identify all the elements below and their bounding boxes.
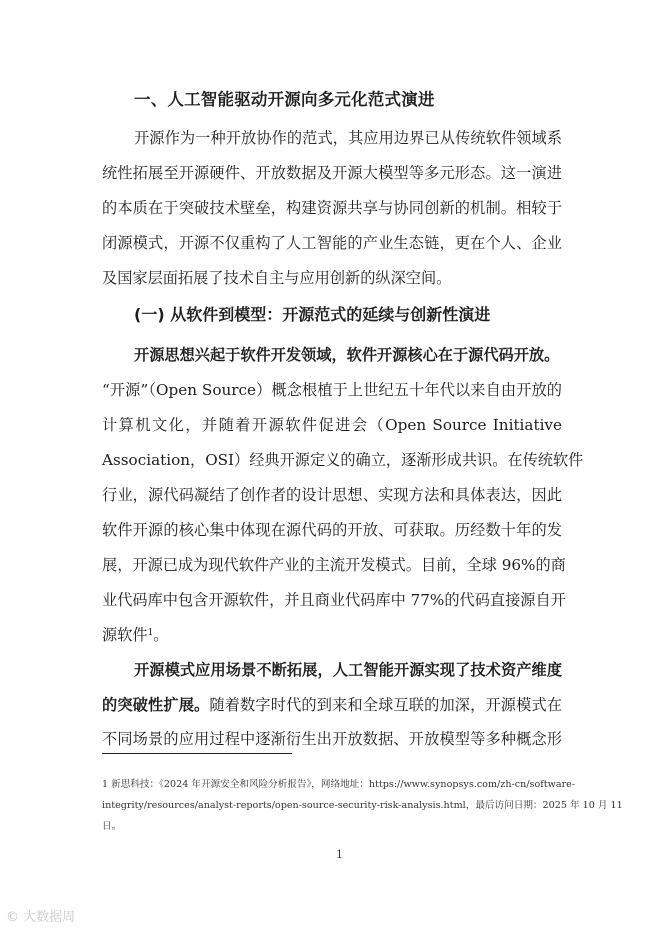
paragraph-line: “开源”（Open Source）概念根植于上世纪五十年代以来自由开放的	[102, 381, 562, 399]
paragraph-line: 及国家层面拓展了技术自主与应用创新的纵深空间。	[102, 269, 452, 287]
paragraph-line: 展，开源已成为现代软件产业的主流开发模式。目前，全球 96%的商	[102, 556, 566, 574]
paragraph-line: 行业，源代码凝结了创作者的设计思想、实现方法和具体表达，因此	[102, 486, 562, 504]
bold-text: 的突破性扩展。	[102, 696, 210, 714]
paragraph-line: 源软件$^1$。	[102, 626, 169, 644]
watermark: © 大数据周	[6, 910, 76, 925]
paragraph-line: 的本质在于突破技术壁垒，构建资源共享与协同创新的机制。相较于	[102, 199, 562, 217]
paragraph-line: 统性拓展至开源硬件、开放数据及开源大模型等多元形态。这一演进	[102, 164, 562, 182]
paragraph-line: 软件开源的核心集中体现在源代码的开放、可获取。历经数十年的发	[102, 521, 562, 539]
section-heading: 一、人工智能驱动开源向多元化范式演进	[134, 90, 435, 109]
paragraph-line: 业代码库中包含开源软件，并且商业代码库中 77%的代码直接源自开	[102, 591, 566, 609]
paragraph-line: 闭源模式，开源不仅重构了人工智能的产业生态链，更在个人、企业	[102, 234, 562, 252]
footnote-divider	[102, 753, 292, 754]
footnote-line: integrity/resources/analyst-reports/open-source-security-risk-analysis.html，最后访问日期：2025 年 10 月 11	[102, 800, 623, 811]
paragraph-lead-bold: 开源思想兴起于软件开发领域，软件开源核心在于源代码开放。	[134, 346, 560, 364]
footnote-line: 1 新思科技：《2024 年开源安全和风险分析报告》，网络地址：https://www.synopsys.com/zh-cn/software-	[102, 779, 576, 790]
footnote-reference[interactable]: 1	[147, 628, 154, 638]
paragraph-line: Association，OSI）经典开源定义的确立，逐渐形成共识。在传统软件	[102, 451, 584, 469]
subsection-heading: (一) 从软件到模型：开源范式的延续与创新性演进	[134, 305, 491, 324]
paragraph-line: 开源作为一种开放协作的范式，其应用边界已从传统软件领域系	[134, 129, 562, 147]
paragraph-line	[102, 694, 562, 715]
paragraph-text: 源软件	[102, 626, 148, 644]
paragraph-line: 不同场景的应用过程中逐渐衍生出开放数据、开放模型等多种概念形	[102, 730, 562, 748]
page-number: 1	[336, 848, 343, 861]
paragraph-line: 计算机文化，并随着开源软件促进会（Open Source Initiative	[102, 416, 562, 434]
footnote-line: 日。	[102, 821, 122, 832]
paragraph-text: 随着数字时代的到来和全球互联的加深，开源模式在	[209, 696, 563, 714]
paragraph-lead-bold: 开源模式应用场景不断拓展，人工智能开源实现了技术资产维度	[134, 661, 562, 679]
